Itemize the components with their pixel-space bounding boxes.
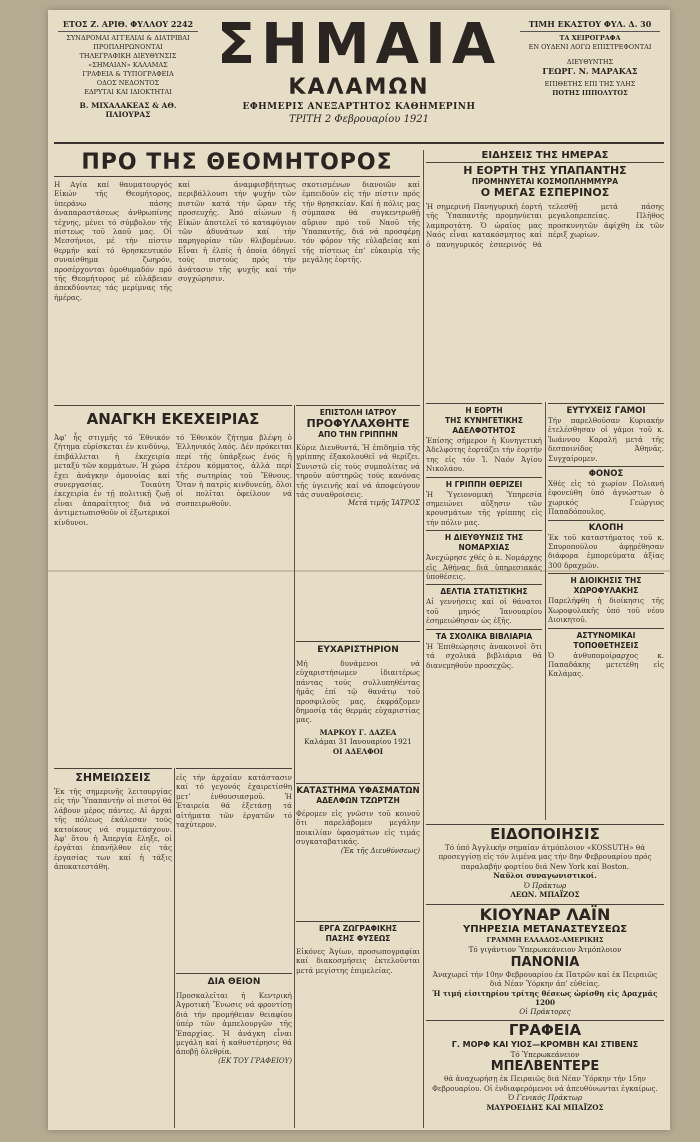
eidopoiisis-agent: ΛΕΩΝ. ΜΠΑΪΖΟΣ [510, 890, 580, 900]
zografikis-text: Εἰκόνες Ἁγίων, προσωπογραφίαι καί διακοσμήσεις ἐκτελοῦνται μετά μεγίστης ἐπιμελείας. [296, 947, 420, 975]
fonos-text: Χθές εἰς τό χωρίον Πολιανή ἐφονεύθη ὑπό ἀγνώστων ὁ χωρικός Γεώργιος Παπαδόπουλος. [548, 479, 664, 517]
profylaxis-kicker: ΕΠΙΣΤΟΛΗ ΙΑΤΡΟΥ [319, 408, 397, 417]
grafeia-agent: ΜΑΥΡΟΕΙΔΗΣ ΚΑΙ ΜΠΑΪΖΟΣ [486, 1102, 604, 1112]
eyxaristirion-headline: ΕΥΧΑΡΙΣΤΗΡΙΟΝ [296, 641, 420, 656]
ypapanti-subheadline-2: Ο ΜΕΓΑΣ ΕΣΠΕΡΙΝΟΣ [480, 186, 610, 199]
lead-column-1: Η Αγία καί θαυματουργός Εἰκών τῆς Θεομήτορος, ὑπεράνω πάσης ἀναπαραστάσεως ἀνθρωπίνης τέχνης, μένει τό σύμβολον τῆς πίστεως τοῦ λαοῦ μας. Οἱ Μεσσήνιοι, μέ τήν πίστιν θερμήν καί τό θρησκευτικόν συναίσθημα ζωηρόν, προσέρχονται ὁμοθυμαδόν πρό τῆς Θεομήτορος μέ εὐλάβειαν ἀπεκδύοντες τάς μερίμνας τῆς ἡμέρας. [54, 180, 172, 302]
simeioseis-headline: ΣΗΜΕΙΩΣΕΙΣ [75, 771, 151, 784]
vivaria-headline: ΤΑ ΣΧΟΛΙΚΑ ΒΙΒΛΙΑΡΙΑ [426, 629, 542, 642]
profylaxis-article [296, 405, 420, 635]
xorofylakis-text: Παρελήφθη ἡ διοίκησις τῆς Χωροφυλακῆς ὑπό τοῦ νέου Διοικητοῦ. [548, 596, 664, 625]
kiounar-route: ΓΡΑΜΜΗ ΕΛΛΑΔΟΣ-ΑΜΕΡΙΚΗΣ [486, 936, 604, 944]
ypapanti-headline: Η ΕΟΡΤΗ ΤΗΣ ΥΠΑΠΑΝΤΗΣ [463, 164, 627, 177]
anagki-headline: ΑΝΑΓΚΗ ΕΚΕΧΕΙΡΙΑΣ [86, 410, 260, 428]
masthead-left-line: «ΣΗΜΑΙΑΝ» ΚΑΛΑΜΑΣ [88, 61, 168, 69]
lead-column-3: σκοτισμένων διανοιῶν καί ἐμπειδοῦν εἰς τήν πίστιν πρός τήν θρησκείαν. Καί ἡ πόλις μας σύμπασα θά συγκεντρωθῇ αὔριον πρό τοῦ Ναοῦ τῆς Ὑπαπαντῆς, διά νά προσφέρῃ τόν φόρον τῆς εὐλαβείας καί τῆς πίστεως ἐπ’ εὐκαιρίᾳ τῆς μεγάλης ἑορτῆς. [302, 180, 420, 265]
masthead-right-line: ΠΟΤΗΣ ΙΠΠΟΛΥΤΟΣ [552, 89, 628, 97]
katastima-text: Φέρομεν εἰς γνῶσιν τοῦ κοινοῦ ὅτι παρελάβομεν μεγάλην ποικιλίαν ὑφασμάτων εἰς τιμάς συγκαταβατικάς. [296, 809, 420, 847]
profylaxis-subheadline: ΑΠΟ ΤΗΝ ΓΡΙΠΠΗΝ [318, 430, 398, 439]
kiounar-subheadline: ΥΠΗΡΕΣΙΑ ΜΕΤΑΝΑΣΤΕΥΣΕΩΣ [462, 924, 628, 935]
kiounar-agent-label: Οἱ Πράκτορες [519, 1007, 571, 1017]
topotheteis-text: Ὁ ἀνθυπομοίραρχος κ. Παπαδάκης μετετέθη εἰς Καλάμας. [548, 650, 664, 679]
grafeia-ad [426, 1020, 664, 1126]
eidopoiisis-headline: ΕΙΔΟΠΟΙΗΣΙΣ [490, 825, 600, 843]
xorofylakis-headline: Η ΔΙΟΙΚΗΣΙΣ ΤΗΣ ΧΩΡΟΦΥΛΑΚΗΣ [548, 573, 664, 596]
zografikis-subheadline: ΠΑΣΗΣ ΦΥΣΕΩΣ [325, 934, 391, 943]
eftyxeis-text: Τήν παρελθοῦσαν Κυριακήν ἐτελέσθησαν οἱ γάμοι τοῦ κ. Ἰωάννου Καραλή μετά τῆς δεσποινίδος Ἀθηνᾶς. Συγχαίρομεν. [548, 416, 664, 463]
masthead-left-box [58, 20, 198, 119]
newspaper-subtitle: ΚΑΛΑΜΩΝ [288, 75, 430, 100]
right-news-left-column [426, 400, 542, 820]
right-news-right-column [548, 400, 664, 820]
grafeia-text: θά ἀναχωρήσῃ ἐκ Πειραιῶς διά Νέαν Ὑόρκην τήν 15ην Φεβρουαρίου. Οἱ ἐνδιαφερόμενοι νά ἀπευθύνωνται ἐγκαίρως. [432, 1074, 658, 1093]
masthead-right-line: ΔΙΕΥΘΥΝΤΗΣ [566, 58, 614, 66]
eyxaristirion-date: Καλάμαι 31 Ιανουαρίου 1921 [304, 737, 412, 747]
profylaxis-sign: Μετά τιμῆς ἸΑΤΡΟΣ [347, 499, 420, 508]
lead-column-2: καί ἀναμφισβήτητως περιβάλλουσι τήν ψυχήν τῶν πιστῶν κατά τήν ὥραν τῆς προσευχῆς. Ἀπό αἰώνων ἡ Εἰκών ἀποτελεῖ τό καταφύγιον τῶν ἀδυνάτων καί τήν παρηγορίαν τῶν θλιβομένων. Εἶναι ἡ ἐλπίς ἡ ὁποία ὁδηγεῖ τούς πιστούς πρός τήν ἀνάτασιν τῆς ψυχῆς καί τήν συγχώρησιν. [178, 180, 296, 284]
eidopoiisis-text: Τό ὑπό Ἀγγλικήν σημαίαν ἀτμόπλοιον «KOSSUTH» θά προσεγγίσῃ εἰς τόν λιμένα μας τήν 8ην Φεβρουαρίου πρός παραλαβήν φορτίου διά New York καί Boston. [438, 843, 652, 871]
editor-name: ΓΕΩΡΓ. Ν. ΜΑΡΑΚΑΣ [542, 66, 638, 76]
eidopoiisis-agent-label: Ὁ Πράκτωρ [523, 880, 567, 890]
zografikis-article [296, 918, 420, 1128]
newspaper-page [48, 10, 670, 1130]
masthead [54, 14, 664, 144]
ypapanti-subheadline-1: ΠΡΟΜΗΝΥΕΤΑΙ ΚΟΣΜΟΠΛΗΜΜΥΡΑ [471, 177, 619, 186]
masthead-left-line: ΟΔΟΣ ΝΕΔΟΝΤΟΣ [96, 79, 160, 87]
masthead-left-line: ΓΡΑΦΕΙΑ & ΤΥΠΟΓΡΑΦΕΙΑ [82, 70, 174, 78]
masthead-right-line: ΕΝ ΟΥΔΕΝΙ ΛΟΓΩ ΕΠΙΣΤΡΕΦΟΝΤΑΙ [528, 43, 652, 51]
kiounar-ad [426, 904, 664, 1018]
masthead-right-line: ΕΠΙΘΕΤΗΣ ΕΠΙ ΤΗΣ ΥΛΗΣ [544, 80, 636, 88]
dia-theion-article [176, 970, 292, 1128]
eyxaristirion-sign: ΜΑΡΚΟΥ Γ. ΔΑΖΕΑ [319, 727, 397, 737]
klopi-headline: ΚΛΟΠΗ [548, 520, 664, 533]
kiounar-headline: ΚΙΟΥΝΑΡ ΛΑΪΝ [479, 905, 611, 924]
klopi-text: Ἐκ τοῦ καταστήματος τοῦ κ. Σπυροπούλου ἀφῃρέθησαν διάφορα ἐμπορεύματα ἀξίας 300 δραχμῶν. [548, 532, 664, 570]
profylaxis-headline: ΠΡΟΦΥΛΑΧΘΗΤΕ [306, 417, 410, 430]
statistikis-headline: ΔΕΛΤΙΑ ΣΤΑΤΙΣΤΙΚΗΣ [426, 584, 542, 597]
masthead-left-line: ΕΔΡΥΤΑΙ ΚΑΙ ΙΔΙΟΚΤΗΤΑΙ [84, 88, 172, 96]
column-rule [294, 405, 295, 1128]
gripi-text: Ἡ Ὑγειονομική Ὑπηρεσία σημειώνει αὔξησιν τῶν κρουσμάτων τῆς γρίππης εἰς τήν πόλιν μας. [426, 489, 542, 527]
lead-headline: ΠΡΟ ΤΗΣ ΘΕΟΜΗΤΟΡΟΣ [54, 150, 420, 177]
kiounar-intro: Τό γιγάντιον Ὑπερωκεάνειον Ἀτμόπλοιον [468, 945, 622, 955]
kynigetiki-text: Ἐπίσης σήμερον ἡ Κυνηγετική Ἀδελφότης ἑορτάζει τήν ἑορτήν της εἰς τόν Ἱ. Ναόν Ἁγίου Νικολάου. [426, 436, 542, 474]
kynigetiki-subheadline: ΤΗΣ ΚΥΝΗΓΕΤΙΚΗΣ ΑΔΕΛΦΟΤΗΤΟΣ [445, 416, 523, 435]
masthead-right-line: ΤΑ ΧΕΙΡΟΓΡΑΦΑ [559, 34, 621, 42]
masthead-left-line: ΣΥΝΔΡΟΜΑΙ ΑΓΓΕΛΙΑΙ & ΔΙΑΤΡΙΒΑΙ [66, 34, 190, 42]
lead-article [54, 150, 420, 402]
column-rule [174, 768, 175, 1128]
vivaria-text: Ἡ Ἐπιθεώρησις ἀνακοινοῖ ὅτι τά σχολικά βιβλιάρια θά διανεμηθοῦν προσεχῶς. [426, 641, 542, 670]
paper-fold [48, 570, 670, 572]
dia-theion-headline: ΔΙΑ ΘΕΙΟΝ [176, 973, 292, 988]
statistikis-text: Αἱ γεννήσεις καί οἱ θάνατοι τοῦ μηνός Ἰανουαρίου ἐσημειώθησαν ὡς ἑξῆς. [426, 597, 542, 626]
nomarxias-text: Ἀνεχώρησε χθές ὁ κ. Νομάρχης εἰς Ἀθήνας διά ὑπηρεσιακάς ὑποθέσεις. [426, 553, 542, 582]
eyxaristirion-family: ΟΙ ΑΔΕΛΦΟΙ [332, 746, 384, 756]
katastima-subheadline: ΑΔΕΛΦΩΝ ΤΖΩΡΤΖΗ [316, 796, 400, 805]
grafeia-intro: Τό Ὑπερωκεάνειον [510, 1050, 580, 1059]
kiounar-price: Ἡ τιμή εἰσιτηρίου τρίτης θέσεως ὡρίσθη εἰς Δραχμάς 1200 [432, 988, 658, 1008]
katastima-sign: (Ἐκ τῆς Διευθύνσεως) [340, 846, 420, 855]
topotheteis-headline: ΑΣΤΥΝΟΜΙΚΑΙ ΤΟΠΟΘΕΤΗΣΕΙΣ [548, 628, 664, 651]
ypapanti-article [426, 150, 664, 398]
grafeia-subheadline: Γ. ΜΟΡΦ ΚΑΙ ΥΙΟΣ—ΚΡΟΜΒΗ ΚΑΙ ΣΤΙΒΕΝΣ [451, 1040, 639, 1049]
grafeia-headline: ΓΡΑΦΕΙΑ [508, 1021, 582, 1039]
simeioseis-article [54, 768, 172, 1128]
fonos-headline: ΦΟΝΟΣ [548, 466, 664, 479]
ypapanti-text: Ἡ σημερινή Πανηγυρική ἑορτή τῆς Ὑπαπαντῆς προμηνύεται λαμπροτάτη. Ὁ ὡραῖος μας Ναός εἶναι κατακόσμητος καί ὁ πανηγυρικός ἑσπερινός θά τελεσθῇ μετά πάσης μεγαλοπρεπείας. Πλῆθος προσκυνητῶν ἀφίχθη ἐκ τῶν πέριξ χωρίων. [426, 202, 664, 249]
kiounar-agent [426, 1017, 664, 1018]
column-rule [423, 150, 424, 1128]
eyxaristirion-text: Μή δυνάμενοι νά εὐχαριστήσωμεν ἰδιαιτέρως πάντας τούς συλλυπηθέντας ἡμᾶς ἐπί τῷ θανάτῳ τοῦ προσφιλοῦς μας, ἐκφράζομεν δημοσίᾳ τάς θερμάς εὐχαριστίας μας. [296, 659, 420, 725]
anagki-column-1: Ἀφ’ ἧς στιγμῆς τό Ἐθνικόν ζήτημα εὑρίσκεται ἐν κινδύνῳ, ἐπιβάλλεται ἡ ἐκεχειρία μεταξύ τῶν κομμάτων. Ἡ χώρα ἔχει ἀνάγκην ὁμονοίας καί συνεργασίας. Τοιαύτη ἐκεχειρία ἐν τῇ πολιτικῇ ζωῇ εἶναι ἀπαραίτητος διά νά ἀντιμετωπισθοῦν οἱ ἐξωτερικοί κίνδυνοι. [54, 433, 170, 527]
masthead-title-block [204, 14, 514, 125]
masthead-left-line: ΠΡΟΠΛΗΡΩΝΟΝΤΑΙ [93, 43, 163, 51]
issue-date: ΤΡΙΤΗ 2 Φεβρουαρίου 1921 [288, 114, 430, 125]
simeioseis-column-1: Ἐκ τῆς σημερινῆς λειτουργίας εἰς τήν Ὑπαπαντήν οἱ πιστοί θά λάβουν μέρος πάντες. Αἱ ἀρχαί τῆς πόλεως ἐκάλεσαν τούς κατοίκους νά συμμετάσχουν. Ἀφ’ ὅτου ἡ Ἀπεργία ἔληξε, οἱ ἐργάται ἐπανῆλθον εἰς τάς ἐργασίας των καί ἡ τάξις ἀποκατεστάθη. [54, 787, 172, 872]
issue-number: ΕΤΟΣ Ζ. ΑΡΙΘ. ΦΥΛΛΟΥ 2242 [58, 20, 198, 32]
eftyxeis-headline: ΕΥΤΥΧΕΙΣ ΓΑΜΟΙ [548, 403, 664, 416]
eidopoiisis-ad [426, 824, 664, 902]
katastima-article [296, 780, 420, 915]
newspaper-tagline: ΕΦΗΜΕΡΙΣ ΑΝΕΞΑΡΤΗΤΟΣ ΚΑΘΗΜΕΡΙΝΗ [242, 102, 476, 112]
zografikis-headline: ΕΡΓΑ ΖΩΓΡΑΦΙΚΗΣ [296, 921, 420, 934]
kiounar-ship: ΠΑΝΟΝΙΑ [510, 954, 580, 970]
katastima-headline: ΚΑΤΑΣΤΗΜΑ ΥΦΑΣΜΑΤΩΝ [296, 783, 420, 796]
anagki-article [54, 405, 292, 765]
gripi-headline: Η ΓΡΙΠΠΗ ΘΕΡΙΖΕΙ [426, 477, 542, 490]
kynigetiki-headline: Η ΕΟΡΤΗ [426, 403, 542, 416]
column-rule [545, 402, 546, 820]
grafeia-ship: ΜΠΕΛΒΕΝΤΕΡΕ [490, 1059, 600, 1075]
kiounar-text: Ἀναχωρεῖ τήν 10ην Φεβρουαρίου ἐκ Πατρῶν καί ἐκ Πειραιῶς διά Νέαν Ὑόρκην ἀπ’ εὐθείας. [432, 969, 658, 989]
masthead-left-line: ΤΗΛΕΓΡΑΦΙΚΗ ΔΙΕΥΘΥΝΣΙΣ [79, 52, 177, 60]
nomarxias-headline: Η ΔΙΕΥΘΥΝΣΙΣ ΤΗΣ ΝΟΜΑΡΧΙΑΣ [426, 530, 542, 553]
newspaper-title: ΣΗΜΑΙΑ [216, 12, 502, 77]
news-kicker: ΕΙΔΗΣΕΙΣ ΤΗΣ ΗΜΕΡΑΣ [426, 150, 664, 163]
grafeia-agent-label: Ὁ Γενικός Πράκτωρ [508, 1093, 582, 1103]
eidopoiisis-notice: Ναῦλοι συναγωνιστικοί. [493, 871, 597, 881]
profylaxis-text: Κύριε Διευθυντά, Ἡ ἐπιδημία τῆς γρίππης ἐξακολουθεῖ νά θερίζει. Συνιστῶ εἰς τούς συμπολίτας νά τηροῦν αὐστηρῶς τούς κανόνας τῆς ὑγιεινῆς καί νά ἀποφεύγουν τάς συναθροίσεις. [296, 443, 420, 500]
simeioseis-column-2: εἰς τήν ἀρχαίαν κατάστασιν καί τό γεγονός ἐχαιρετίσθη μετ’ ἐνθουσιασμοῦ. Ἡ Ἑταιρεία θά ἐξετάσῃ τά αἰτήματα τῶν ἐργατῶν τό ταχύτερον. [176, 773, 292, 830]
eyxaristirion-article [296, 638, 420, 778]
anagki-column-2: τό Ἐθνικόν ζήτημα βλέψη ὁ Ἑλληνικός λαός. Δέν πρόκειται περί τῆς ὑπάρξεως ἐνός ἢ ἑτέρου κόμματος, ἀλλά περί τῆς σωτηρίας τοῦ Ἔθνους. Ὅταν ἡ πατρίς κινδυνεύῃ, ὅλοι οἱ πολῖται ὀφείλουν νά συσπειρωθοῦν. [176, 433, 292, 508]
masthead-right-box [520, 20, 660, 98]
owners: Β. ΜΙΧΑΛΑΚΕΑΣ & ΑΘ. ΠΛΙΟΥΡΑΣ [79, 101, 177, 119]
dia-theion-sign: (ΕΚ ΤΟΥ ΓΡΑΦΕΙΟΥ) [218, 1056, 292, 1065]
simeioseis-continued [176, 768, 292, 968]
dia-theion-text: Προσκαλεῖται ἡ Κεντρική Ἀγροτική Ἕνωσις νά φροντίσῃ διά τήν προμήθειαν θειαφίου ὑπέρ τῶν ἀμπελουργῶν τῆς Ἐπαρχίας. Ἡ ἀνάγκη εἶναι μεγάλη καί ἡ καθυστέρησις θά ἀποβῇ ὀλεθρία. [176, 991, 292, 1057]
issue-price: ΤΙΜΗ ΕΚΑΣΤΟΥ ΦΥΛ. Δ. 30 [520, 20, 660, 32]
